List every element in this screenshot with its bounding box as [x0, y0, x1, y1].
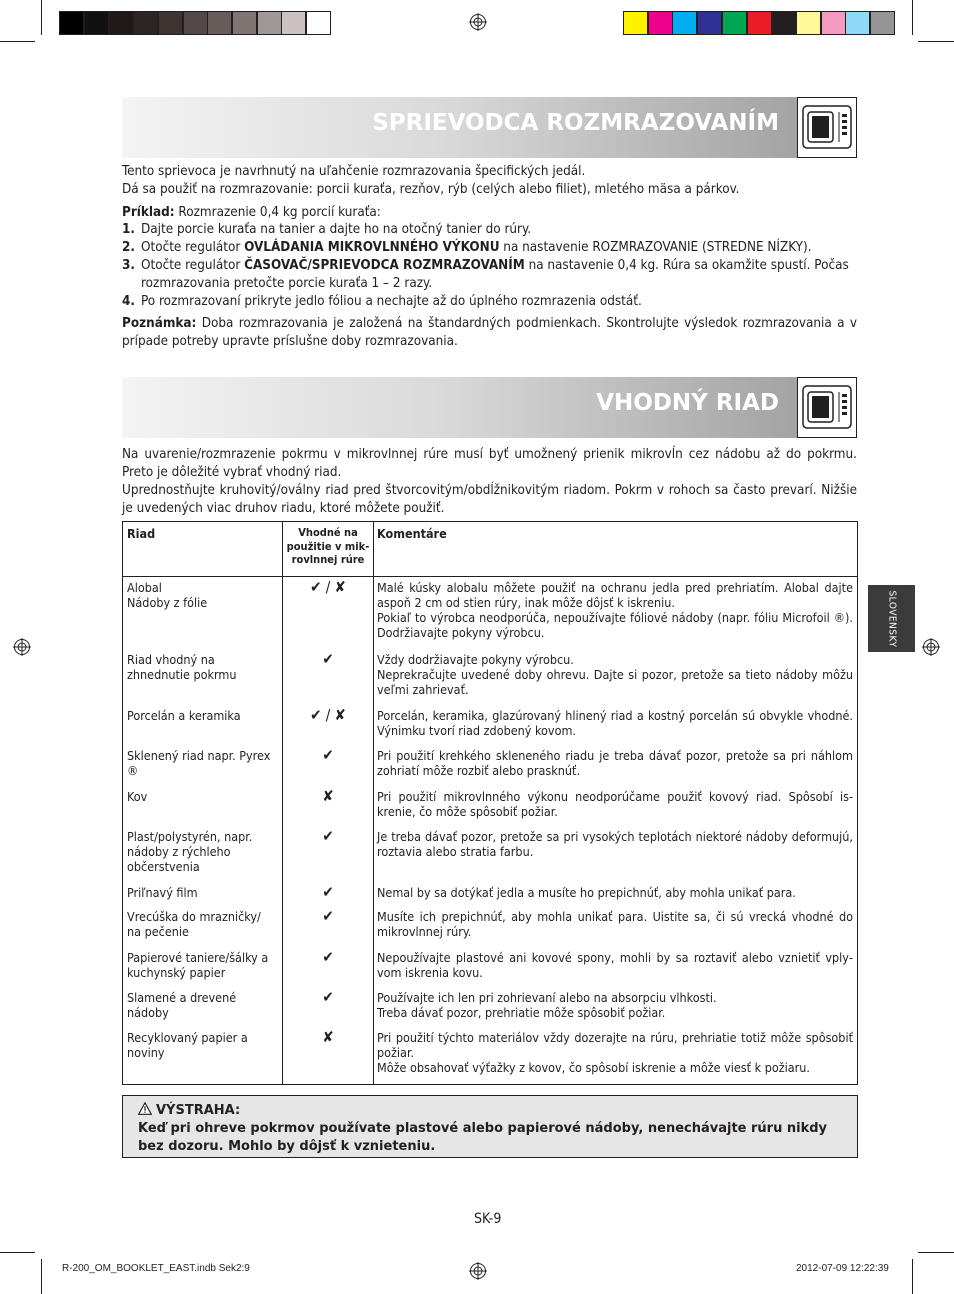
- cookware-name: Kov: [127, 789, 148, 804]
- step-item: [122, 239, 857, 257]
- cookware-comment: Nemal by sa dotýkať jedla a musíte ho prepichnúť, aby mohla unikať para.: [377, 885, 796, 900]
- color-swatch: [59, 11, 84, 35]
- suitability-mark: ✔: [322, 988, 334, 1006]
- cookware-name: Sklenený riad napr. Pyrex ®: [127, 748, 271, 778]
- step-text: Dajte porcie kuraťa na tanier a dajte ho na otočný tanier do rúry.: [141, 222, 532, 237]
- column-header-suitable: Vhodné na použitie v mikrovlnnej rúre: [286, 526, 370, 566]
- color-swatch: [133, 11, 158, 35]
- color-swatch: [845, 11, 870, 35]
- color-swatch: [84, 11, 109, 35]
- step-number: 3.: [122, 258, 135, 273]
- step-item: [122, 221, 857, 239]
- registration-mark-icon: [13, 638, 31, 656]
- cookware-name: Recyklovaný papier a noviny: [127, 1030, 248, 1060]
- registration-mark-icon: [922, 638, 940, 656]
- intro-line: Dá sa použiť na rozmrazovanie: porcii kuraťa, rezňov, rýb (celých alebo filiet), mletého mäsa a párkov.: [122, 182, 740, 197]
- cookware-comment: Porcelán, keramika, glazúrovaný hlinený riad a kostný porcelán sú obvykle vhodné. Výnimku tvorí riad zdobený kovom.: [377, 708, 853, 738]
- example-label: Príklad:: [122, 205, 175, 220]
- cookware-comment: Je treba dávať pozor, pretože sa pri vysokých teplotách niektoré nádoby deformujú, roztavia alebo stratia farbu.: [377, 829, 853, 859]
- cookware-comment: Pri použití týchto materiálov vždy dozerajte na rúru, prehriatie totiž môže spôsobiť požiar. Môže obsahovať výťažky z kovov, čo spôsobí iskrenie a môže viesť k požiaru.: [377, 1030, 853, 1075]
- cookware-intro: [122, 446, 857, 518]
- step-control-name: ČASOVAČ/SPRIEVODCA ROZMRAZOVANÍM: [244, 258, 525, 273]
- step-text: na nastavenie 0,4 kg. Rúra sa okamžite spustí. Počas rozmrazovania pretočte porcie kuraťa 1 – 2 razy.: [141, 258, 849, 291]
- suitability-mark: ✘: [322, 787, 334, 805]
- suitability-mark: ✔ / ✘: [310, 706, 346, 724]
- color-swatch: [722, 11, 747, 35]
- step-text: Po rozmrazovaní prikryte jedlo fóliou a nechajte až do úplného rozmrazenia odstáť.: [141, 294, 642, 309]
- microwave-icon: [797, 97, 857, 158]
- color-swatch: [796, 11, 821, 35]
- cookware-comment: Malé kúsky alobalu môžete použiť na ochranu jedla pred prehriatím. Alobal dajte aspoň 2 cm od stien rúry, inak môže dôjsť k iskreniu. Pokiaľ to výrobca neodporúča, nepoužívajte fóliové nádoby (napr. fóliu Microfoil ®). Dodržiavajte pokyny výrobcu.: [377, 580, 853, 640]
- column-header-comments: Komentáre: [377, 526, 447, 541]
- suitability-mark: ✔: [322, 650, 334, 668]
- cookware-comment: Nepoužívajte plastové ani kovové spony, mohli by sa roztaviť alebo vznietiť vplyvom iskrenia kovu.: [377, 950, 853, 980]
- cookware-name: Alobal Nádoby z fólie: [127, 580, 208, 610]
- suitability-mark: ✔: [322, 907, 334, 925]
- cookware-comment: Pri použití krehkého skleneného riadu je treba dávať pozor, pretože sa pri náhlom zohriatí môže rozbiť alebo prasknúť.: [377, 748, 853, 778]
- step-number: 4.: [122, 294, 135, 309]
- color-swatch: [821, 11, 846, 35]
- color-swatch: [183, 11, 208, 35]
- suitability-mark: ✔: [322, 883, 334, 901]
- suitability-mark: ✔: [322, 746, 334, 764]
- color-swatch: [648, 11, 673, 35]
- step-item: [122, 293, 857, 311]
- footer-file-info: R-200_OM_BOOKLET_EAST.indb Sek2:9: [62, 1263, 250, 1274]
- step-item: [122, 257, 857, 293]
- registration-mark-icon: [469, 1262, 487, 1280]
- color-swatch: [870, 11, 895, 35]
- step-control-name: OVLÁDANIA MIKROVLNNÉHO VÝKONU: [244, 240, 500, 255]
- color-swatch: [281, 11, 306, 35]
- footer-timestamp: 2012-07-09 12:22:39: [796, 1263, 889, 1274]
- suitability-mark: ✔: [322, 827, 334, 845]
- suitability-mark: ✔: [322, 948, 334, 966]
- example-line: [122, 204, 857, 222]
- step-number: 2.: [122, 240, 135, 255]
- column-header-cookware: Riad: [127, 526, 156, 541]
- cookware-name: Porcelán a keramika: [127, 708, 241, 723]
- cookware-paragraph: Uprednostňujte kruhovitý/oválny riad pred štvorcovitým/obdĺžnikovitým riadom. Pokrm v rohoch sa často prevarí. Nižšie je uvedených viac druhov riadu, ktoré môžete použiť.: [122, 483, 857, 516]
- cookware-name: Papierové taniere/šálky a kuchynský papier: [127, 950, 269, 980]
- color-swatch: [158, 11, 183, 35]
- warning-label: VÝSTRAHA:: [156, 1103, 241, 1118]
- color-swatch: [697, 11, 722, 35]
- warning-triangle-icon: [138, 1102, 152, 1115]
- cookware-table: [122, 521, 858, 1085]
- cookware-comment: Musíte ich prepichnúť, aby mohla unikať para. Uistite sa, či sú vrecká vhodné do mikrovlnnej rúry.: [377, 909, 853, 939]
- color-swatch: [257, 11, 282, 35]
- page-number: SK-9: [474, 1211, 502, 1227]
- section-title: VHODNÝ RIAD: [596, 390, 779, 416]
- section-header-defrost-guide: [122, 97, 857, 158]
- cookware-paragraph: Na uvarenie/rozmrazenie pokrmu v mikrovlnnej rúre musí byť umožnený prienik mikrovĺn cez nádobu až do pokrmu. Preto je dôležité vybrať vhodný riad.: [122, 447, 857, 480]
- color-swatch: [747, 11, 772, 35]
- section-title: SPRIEVODCA ROZMRAZOVANÍM: [372, 110, 779, 136]
- step-text: Otočte regulátor: [141, 258, 245, 273]
- defrost-intro: [122, 163, 857, 199]
- suitability-mark: ✔ / ✘: [310, 578, 346, 596]
- example-text: Rozmrazenie 0,4 kg porcií kuraťa:: [174, 205, 381, 220]
- cookware-name: Vrecúška do mrazničky/ na pečenie: [127, 909, 261, 939]
- color-swatch: [108, 11, 133, 35]
- cookware-name: Priľnavý film: [127, 885, 198, 900]
- step-text: Otočte regulátor: [141, 240, 245, 255]
- language-tab: [868, 585, 915, 652]
- intro-line: Tento sprievoca je navrhnutý na uľahčenie rozmrazovania špecifických jedál.: [122, 164, 586, 179]
- color-swatch: [207, 11, 232, 35]
- color-swatch: [623, 11, 648, 35]
- color-swatch: [306, 11, 331, 35]
- color-swatch: [771, 11, 796, 35]
- suitability-mark: ✘: [322, 1028, 334, 1046]
- section-header-suitable-cookware: [122, 377, 857, 438]
- microwave-icon: [797, 377, 857, 438]
- note-text: Doba rozmrazovania je založená na štandardných podmienkach. Skontrolujte výsledok rozmrazovania a v prípade potreby upravte príslušne doby rozmrazovania.: [122, 316, 857, 349]
- cookware-name: Slamené a drevené nádoby: [127, 990, 237, 1020]
- language-tab-label: SLOVENSKY: [886, 589, 897, 648]
- step-text: na nastavenie ROZMRAZOVANIE (STREDNE NÍZKY).: [499, 240, 812, 255]
- cookware-name: Riad vhodný na zhnednutie pokrmu: [127, 652, 237, 682]
- cookware-comment: Pri použití mikrovlnného výkonu neodporúčame použiť kovový riad. Spôsobí iskrenie, čo môže spôsobiť požiar.: [377, 789, 853, 819]
- warning-text: Keď pri ohreve pokrmov používate plastové alebo papierové nádoby, nenechávajte rúru nikdy bez dozoru. Mohlo by dôjsť k vznieteniu.: [138, 1121, 827, 1154]
- note-paragraph: [122, 315, 857, 351]
- step-number: 1.: [122, 222, 135, 237]
- color-swatch: [232, 11, 257, 35]
- registration-mark-icon: [469, 13, 487, 31]
- cookware-comment: Používajte ich len pri zohrievaní alebo na absorpciu vlhkosti. Treba dávať pozor, prehriatie môže spôsobiť požiar.: [377, 990, 717, 1020]
- color-swatch: [672, 11, 697, 35]
- note-label: Poznámka:: [122, 316, 197, 331]
- cookware-comment: Vždy dodržiavajte pokyny výrobcu. Neprekračujte uvedené doby ohrevu. Dajte si pozor, pretože sa tieto nádoby môžu veľmi zahrievať.: [377, 652, 853, 697]
- warning-box: [122, 1095, 858, 1158]
- cookware-name: Plast/polystyrén, napr. nádoby z rýchleho občerstvenia: [127, 829, 253, 874]
